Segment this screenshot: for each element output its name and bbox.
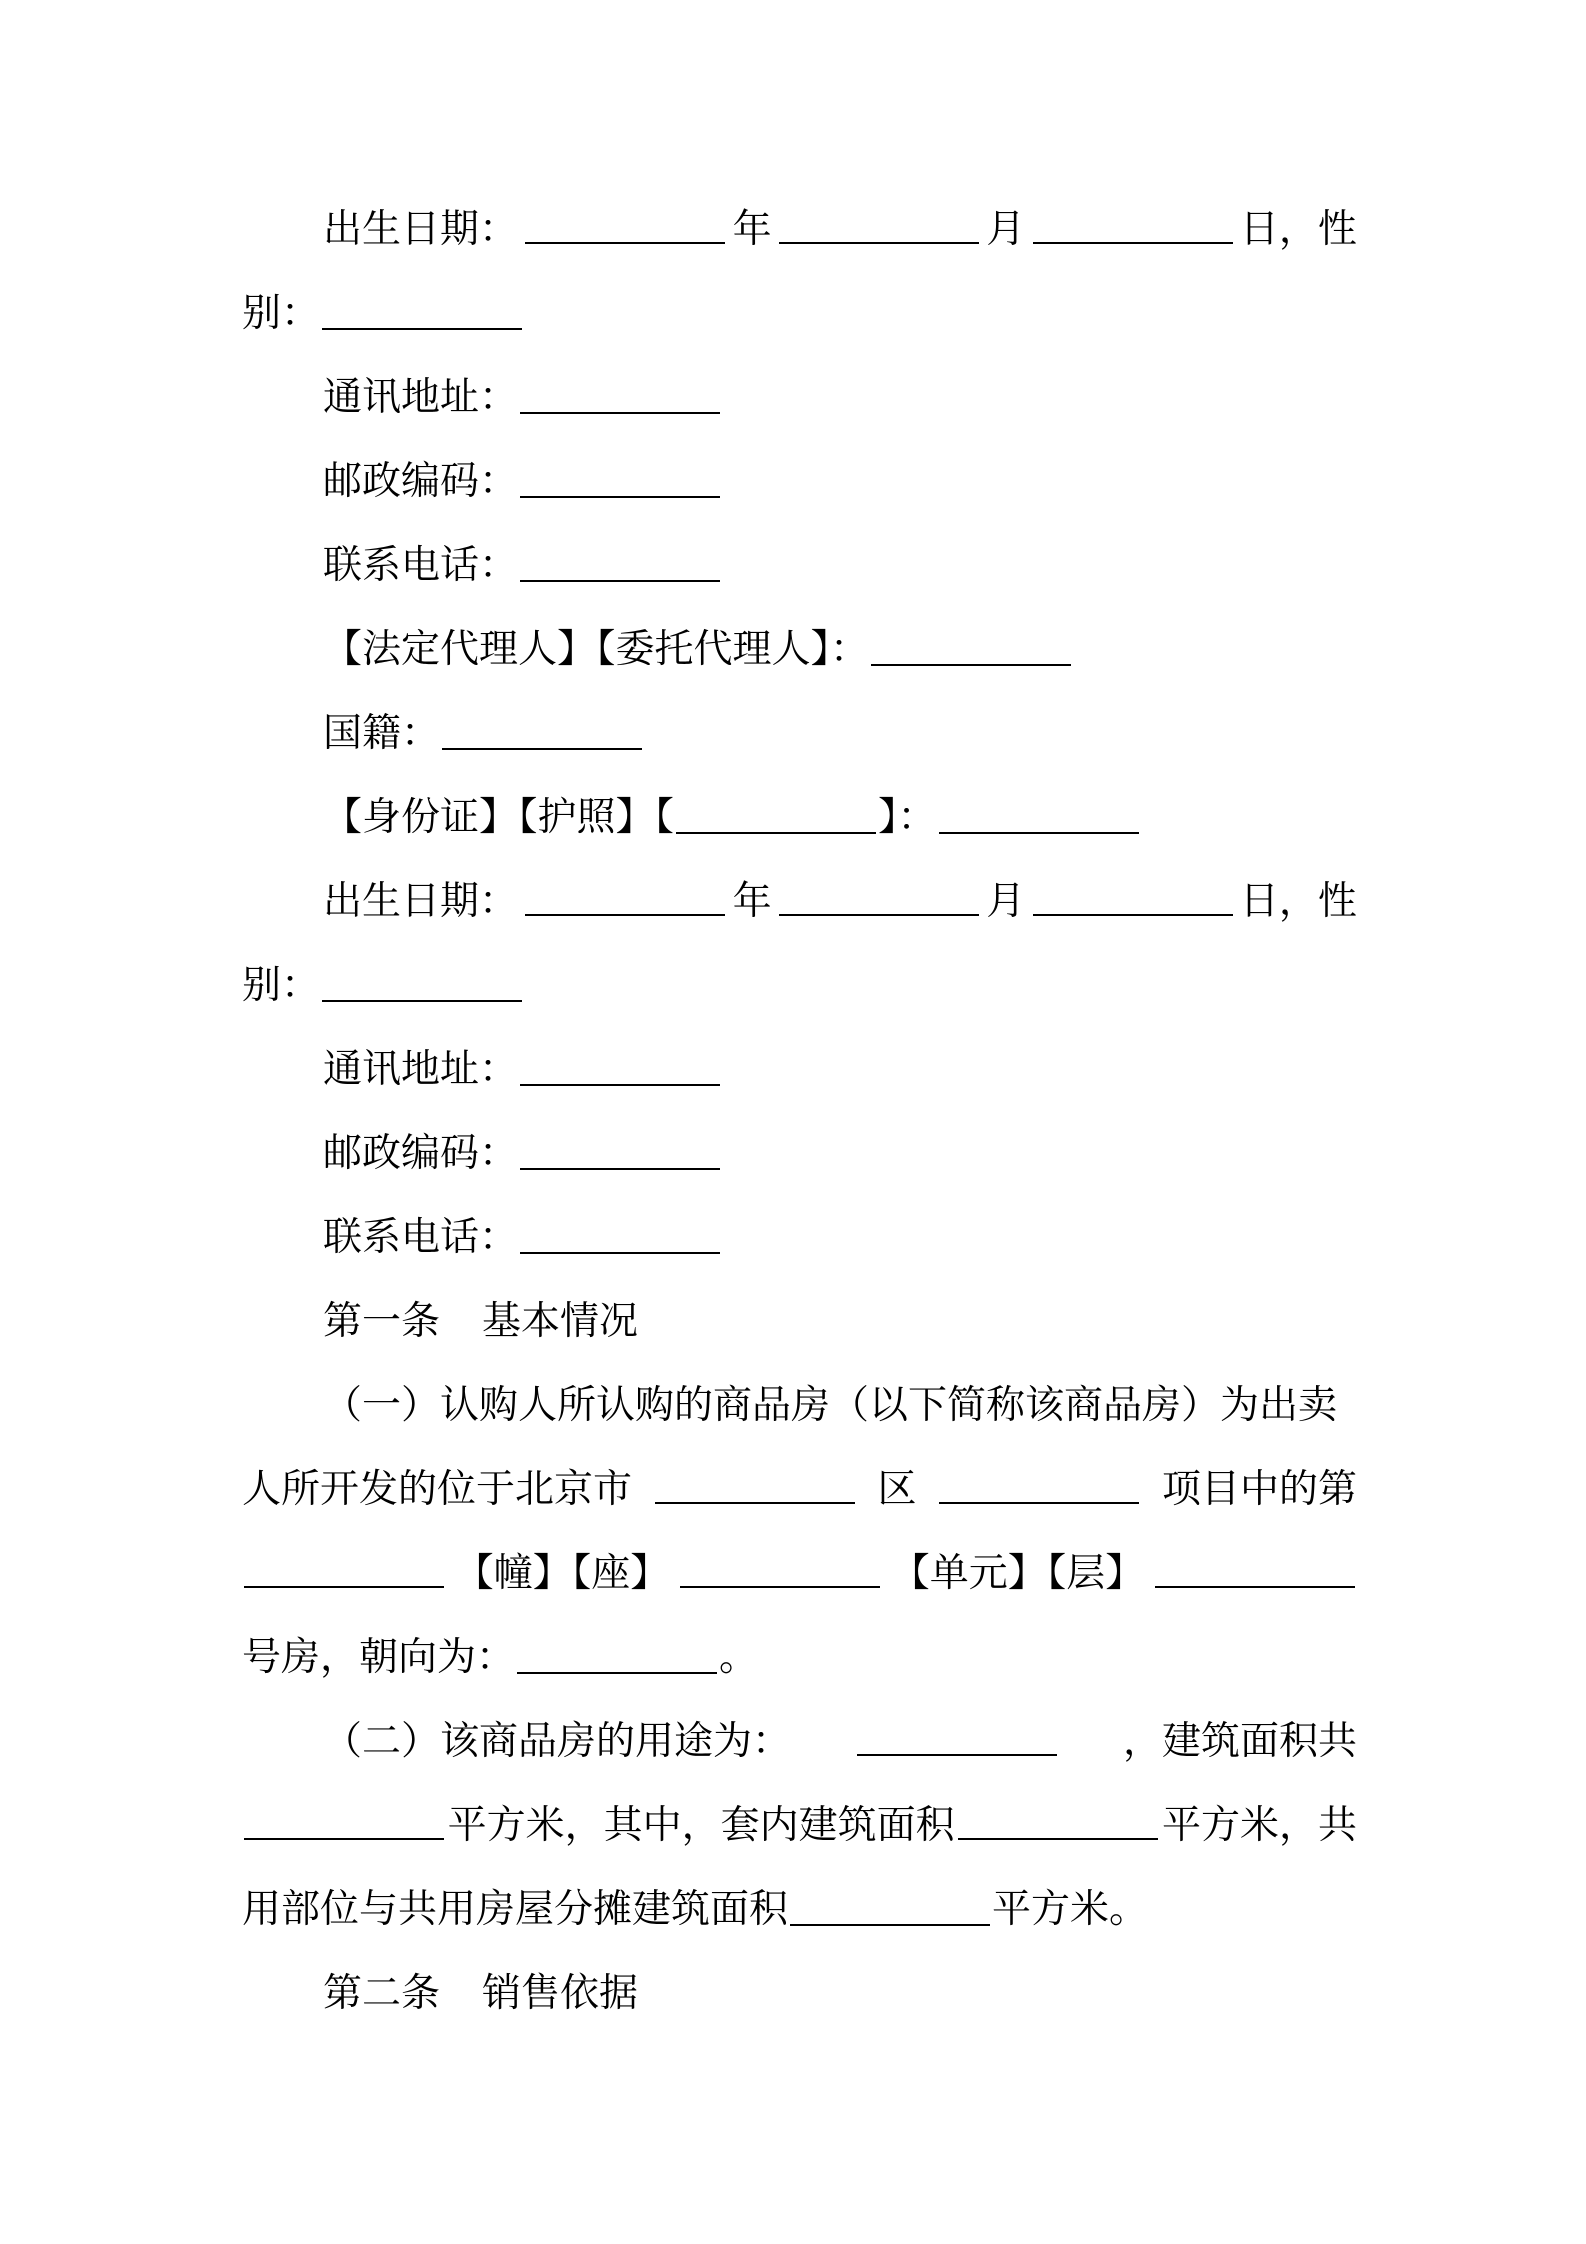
birth-month-blank[interactable] — [779, 204, 979, 244]
phone-blank[interactable] — [520, 542, 720, 582]
birth-year-blank[interactable] — [525, 876, 725, 916]
birth-day-blank[interactable] — [1033, 876, 1233, 916]
agent-birth-date-line — [242, 876, 1357, 928]
id-doc-close-label: 】： — [878, 795, 937, 840]
gender-line — [242, 288, 1357, 340]
birth-day-blank[interactable] — [1033, 204, 1233, 244]
postal-code-line — [242, 456, 1357, 508]
article-1-heading — [242, 1296, 1357, 1348]
year-label: 年 — [732, 207, 772, 252]
clause-text: 号房，朝向为： — [242, 1635, 516, 1680]
address-blank[interactable] — [520, 374, 720, 414]
clause-text: 【幢】【座】 — [454, 1551, 670, 1596]
project-blank[interactable] — [939, 1464, 1139, 1504]
nationality-line — [242, 708, 1357, 760]
id-doc-label: 【身份证】【护照】【 — [323, 795, 675, 840]
address-line — [242, 372, 1357, 424]
clause-text: 平方米，共 — [1161, 1803, 1357, 1848]
floor-blank[interactable] — [1155, 1548, 1355, 1588]
birth-month-blank[interactable] — [779, 876, 979, 916]
clause-text: （一）认购人所认购的商品房（以下简称该商品房）为出卖 — [323, 1383, 1338, 1428]
gender-label: 别： — [242, 963, 321, 1008]
clause-2-line-3 — [242, 1884, 1357, 1936]
agent-phone-line — [242, 1212, 1357, 1264]
clause-text: ，建筑面积共 — [1122, 1719, 1357, 1764]
postal-code-blank[interactable] — [520, 1130, 720, 1170]
clause-text: 平方米，其中，套内建筑面积 — [447, 1803, 955, 1848]
clause-text: 【单元】【层】 — [890, 1551, 1145, 1596]
inner-area-blank[interactable] — [958, 1800, 1158, 1840]
agent-postal-code-line — [242, 1128, 1357, 1180]
id-doc-number-blank[interactable] — [939, 794, 1139, 834]
address-blank[interactable] — [520, 1046, 720, 1086]
clause-text: （二）该商品房的用途为： — [323, 1719, 792, 1764]
article-title: 基本情况 — [482, 1299, 639, 1344]
phone-blank[interactable] — [520, 1214, 720, 1254]
article-number: 第一条 — [323, 1299, 441, 1344]
agent-blank[interactable] — [871, 626, 1071, 666]
shared-area-blank[interactable] — [790, 1886, 990, 1926]
clause-2-line-1 — [242, 1716, 1357, 1768]
day-gender-label: 日，性 — [1239, 207, 1357, 252]
total-area-blank[interactable] — [244, 1800, 444, 1840]
article-number: 第二条 — [323, 1971, 441, 2016]
phone-label: 联系电话： — [323, 543, 519, 588]
id-doc-line — [242, 792, 1357, 844]
clause-1-line-2 — [242, 1464, 1357, 1516]
clause-1-line-4 — [242, 1632, 1357, 1684]
postal-code-blank[interactable] — [520, 458, 720, 498]
gender-blank[interactable] — [322, 290, 522, 330]
day-gender-label: 日，性 — [1239, 879, 1357, 924]
birth-date-line — [242, 204, 1357, 256]
clause-text: 用部位与共用房屋分摊建筑面积 — [242, 1887, 789, 1932]
orientation-blank[interactable] — [517, 1634, 717, 1674]
postal-code-label: 邮政编码： — [323, 459, 519, 504]
year-label: 年 — [732, 879, 772, 924]
usage-blank[interactable] — [857, 1716, 1057, 1756]
clause-text: 项目中的第 — [1161, 1467, 1357, 1512]
postal-code-label: 邮政编码： — [323, 1131, 519, 1176]
phone-line — [242, 540, 1357, 592]
gender-blank[interactable] — [322, 962, 522, 1002]
nationality-label: 国籍： — [323, 711, 441, 756]
agent-gender-line — [242, 960, 1357, 1012]
phone-label: 联系电话： — [323, 1215, 519, 1260]
district-blank[interactable] — [655, 1464, 855, 1504]
nationality-blank[interactable] — [442, 710, 642, 750]
article-2-heading — [242, 1968, 1357, 2020]
clause-2-line-2 — [242, 1800, 1357, 1852]
agent-address-line — [242, 1044, 1357, 1096]
building-blank[interactable] — [244, 1548, 444, 1588]
unit-blank[interactable] — [680, 1548, 880, 1588]
month-label: 月 — [986, 879, 1026, 924]
clause-text: 平方米。 — [992, 1887, 1149, 1932]
article-title: 销售依据 — [482, 1971, 639, 2016]
month-label: 月 — [986, 207, 1026, 252]
agent-label: 【法定代理人】【委托代理人】： — [323, 627, 870, 672]
clause-1-line-1 — [242, 1380, 1357, 1432]
clause-text: 区 — [877, 1467, 917, 1512]
birth-date-label: 出生日期： — [323, 207, 519, 252]
birth-year-blank[interactable] — [525, 204, 725, 244]
id-doc-type-blank[interactable] — [676, 794, 876, 834]
address-label: 通讯地址： — [323, 1047, 519, 1092]
gender-label: 别： — [242, 291, 321, 336]
agent-line — [242, 624, 1357, 676]
birth-date-label: 出生日期： — [323, 879, 519, 924]
clause-text: 。 — [719, 1635, 759, 1680]
address-label: 通讯地址： — [323, 375, 519, 420]
clause-1-line-3 — [242, 1548, 1357, 1600]
clause-text: 人所开发的位于北京市 — [242, 1467, 633, 1512]
